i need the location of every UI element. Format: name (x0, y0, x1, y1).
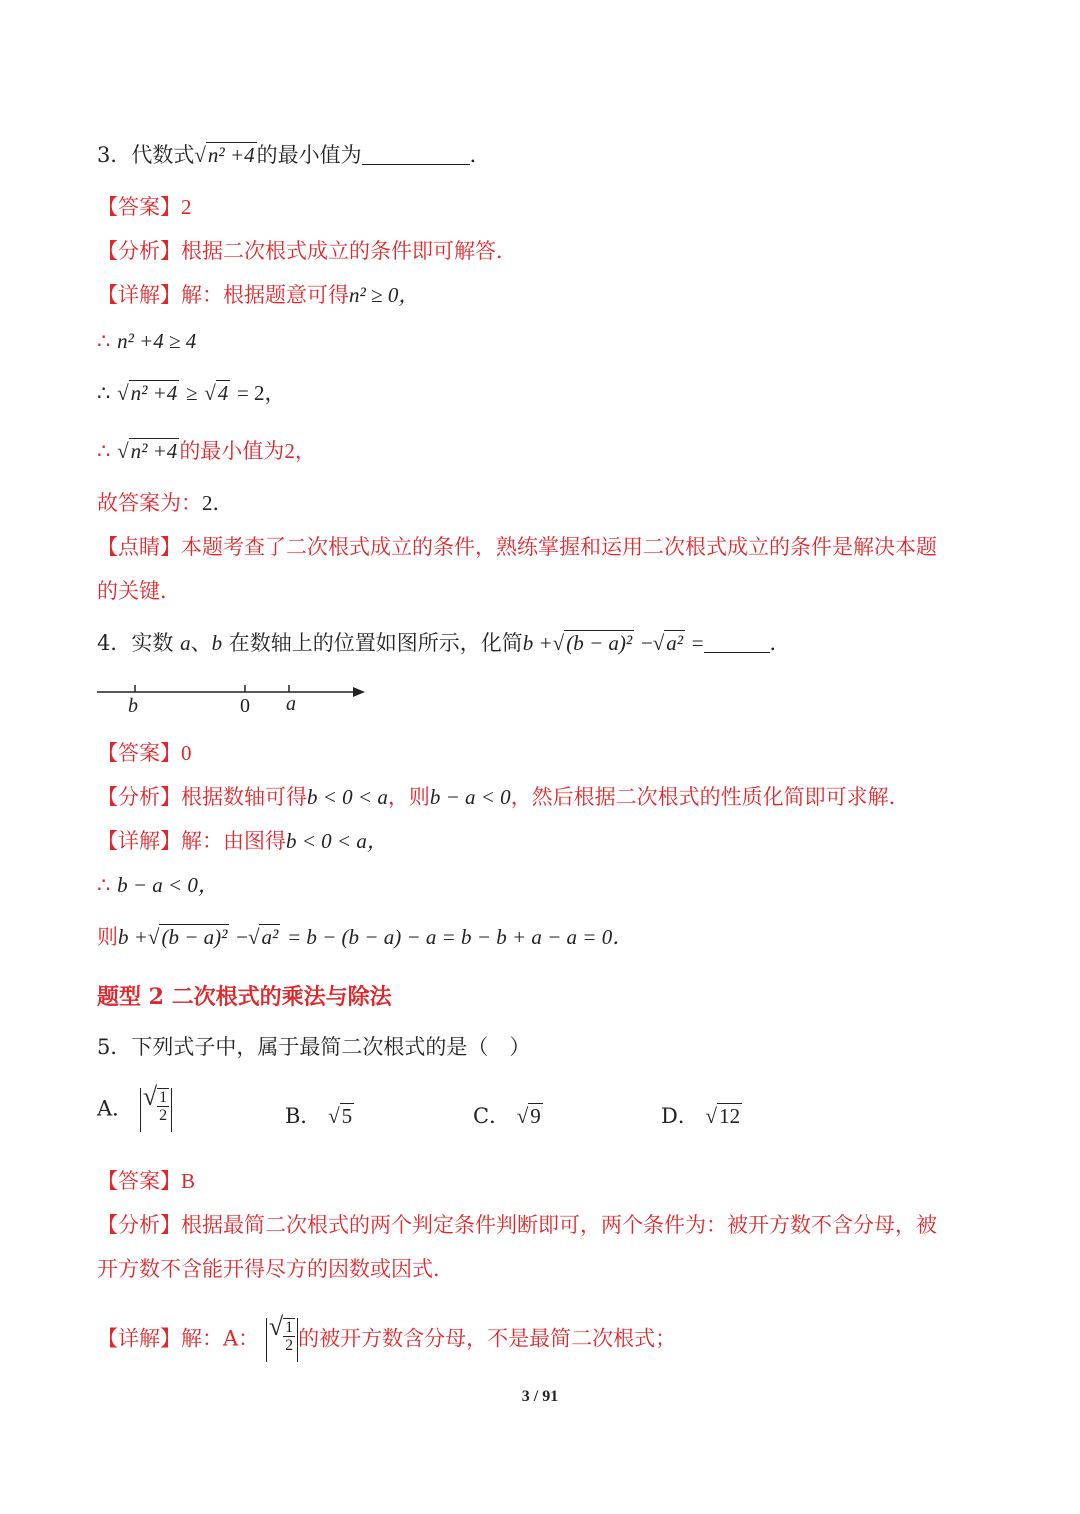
q3-conclusion: 故答案为：2． (97, 491, 234, 515)
q5-stem: 5．下列式子中，属于最简二次根式的是（ ） (97, 1035, 531, 1059)
q3-step1: ∴ n² +4 ≥ 4 (97, 329, 197, 353)
q5-analysis-2: 开方数不含能开得尽方的因数或因式． (97, 1257, 454, 1281)
q5-analysis-1: 【分析】根据最简二次根式的两个判定条件判断即可，两个条件为：被开方数不含分母，被 (97, 1213, 937, 1237)
q5-detail-expression: √ $\frac{1}{2}$ (266, 1318, 298, 1362)
q3-answer: 【答案】2 (97, 195, 192, 219)
page-number: 3 / 91 (521, 1388, 559, 1405)
q3-sqrt: √n² +4 (194, 143, 255, 167)
q4-analysis: 【分析】根据数轴可得b < 0 < a，则b − a < 0，然后根据二次根式的性质化简即可求解． (97, 785, 910, 809)
q3-analysis: 【分析】根据二次根式成立的条件即可解答． (97, 239, 517, 263)
label-a: a (286, 693, 296, 715)
label-0: 0 (240, 695, 250, 717)
option-c[interactable]: C． √9 (473, 1104, 541, 1128)
q3-number: 3． (97, 143, 132, 167)
q3-comment-1: 【点睛】本题考查了二次根式成立的条件，熟练掌握和运用二次根式成立的条件是解决本题 (97, 535, 937, 559)
number-line-arrow (353, 687, 365, 697)
q5-answer: 【答案】B (97, 1169, 196, 1193)
q3-detail: 【详解】解：根据题意可得n² ≥ 0， (97, 283, 420, 307)
option-d[interactable]: D． √12 (661, 1104, 741, 1128)
option-b[interactable]: B． √5 (285, 1104, 353, 1128)
q3-comment-2: 的关键． (97, 579, 181, 603)
q5-detail: 【详解】解：A： √ $\frac{1}{2}$ 的被开方数含分母，不是最简二次根式； (97, 1318, 1000, 1362)
q4-answer-blank[interactable] (704, 630, 770, 653)
label-b: b (128, 695, 138, 717)
q4-stem: 4．实数 a、b 在数轴上的位置如图所示，化简b +√(b − a)² −√a² = ． (97, 631, 791, 655)
section-title: 题型 2 二次根式的乘法与除法 (97, 984, 392, 1010)
number-line-figure (97, 680, 377, 720)
option-a[interactable]: A． √ $\frac{1}{2}$ (97, 1088, 172, 1132)
q4-step1: ∴ b − a < 0， (97, 873, 219, 897)
q3-step2: ∴ √n² +4 ≥ √4 = 2， (97, 381, 286, 405)
q3-step3: ∴ √n² +4的最小值为2， (97, 439, 316, 463)
option-a-expression: √ $\frac{1}{2}$ (140, 1088, 172, 1132)
q3-stem: 3．代数式√n² +4的最小值为 ． (97, 140, 1000, 170)
q4-answer: 【答案】0 (97, 741, 192, 765)
q3-answer-blank[interactable] (362, 142, 470, 165)
q4-step2: 则b +√(b − a)² −√a² = b − (b − a) − a = b − b + a − a = 0． (97, 925, 634, 949)
q4-detail: 【详解】解：由图得b < 0 < a， (97, 829, 388, 853)
